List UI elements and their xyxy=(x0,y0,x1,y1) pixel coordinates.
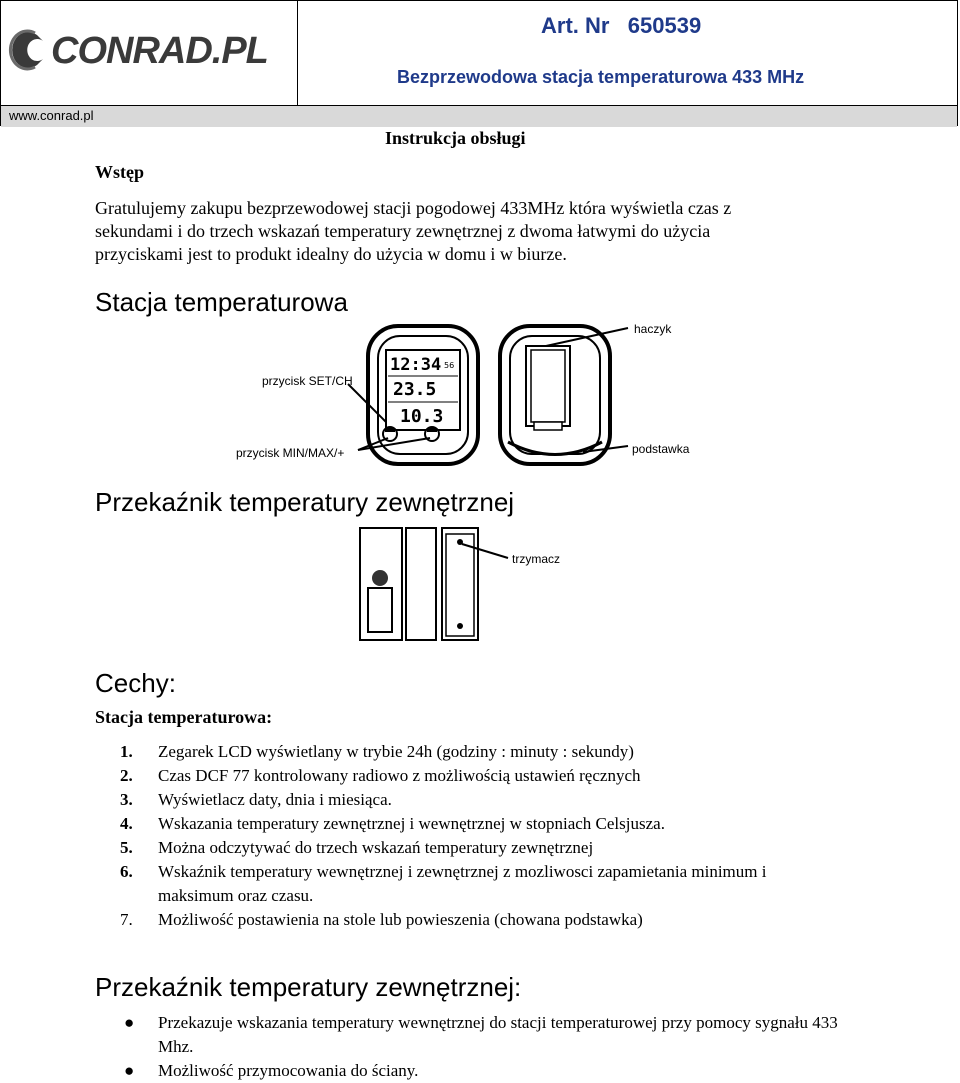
conrad-logo xyxy=(1,1,297,105)
bullet-icon: ● xyxy=(124,1061,135,1080)
station-heading: Stacja temperaturowa xyxy=(95,287,348,317)
list-item: 5. Można odczytywać do trzech wskazań temperatury zewnętrznej xyxy=(120,838,594,857)
transmitter-illustration xyxy=(358,526,578,644)
transmitter-features-heading: Przekaźnik temperatury zewnętrznej: xyxy=(95,972,522,1002)
url-row xyxy=(1,105,957,127)
intro-line: sekundami i do trzech wskazań temperatury zewnętrznej z dwoma łatwymi do użycia xyxy=(95,221,711,241)
list-item: 1. Zegarek LCD wyświetlany w trybie 24h (godziny : minuty : sekundy) xyxy=(120,742,634,761)
intro-heading: Wstęp xyxy=(95,162,144,182)
features-heading: Cechy: xyxy=(95,668,176,698)
svg-text:23.5: 23.5 xyxy=(393,379,437,400)
hook-label: haczyk xyxy=(634,322,672,336)
document-header xyxy=(0,0,958,126)
list-item: ● Możliwość przymocowania do ściany. xyxy=(120,1059,840,1083)
list-item: 3. Wyświetlacz daty, dnia i miesiąca. xyxy=(120,790,392,809)
list-item: 7. Możliwość postawienia na stole lub powieszenia (chowana podstawka) xyxy=(120,910,643,929)
title-cell xyxy=(297,1,957,105)
transmitter-heading: Przekaźnik temperatury zewnętrznej xyxy=(95,487,515,517)
intro-line: przyciskami jest to produkt idealny do użycia w domu i w biurze. xyxy=(95,244,567,264)
manual-title: Instrukcja obsługi xyxy=(385,128,526,148)
svg-text:12:34: 12:34 xyxy=(390,355,442,375)
features-list xyxy=(120,740,840,932)
features-subheading: Stacja temperaturowa: xyxy=(95,707,273,727)
list-item: 4. Wskazania temperatury zewnętrznej i wewnętrznej w stopniach Celsjusza. xyxy=(120,814,665,833)
intro-paragraph xyxy=(95,197,845,266)
logo-cell xyxy=(1,1,298,105)
list-item: ● Przekazuje wskazania temperatury wewnętrznej do stacji temperaturowej przy pomocy sygnału 433 Mhz. xyxy=(124,1013,838,1056)
website-url[interactable]: www.conrad.pl xyxy=(9,108,94,123)
minmax-button-label: przycisk MIN/MAX/+ xyxy=(236,446,345,460)
list-item: 2. Czas DCF 77 kontrolowany radiowo z możliwością ustawień ręcznych xyxy=(120,766,641,785)
transmitter-features-list xyxy=(120,1011,840,1083)
stand-label: podstawka xyxy=(632,442,690,456)
bullet-icon: ● xyxy=(124,1013,135,1032)
svg-text:CONRAD.PL: CONRAD.PL xyxy=(51,30,268,72)
station-figure xyxy=(228,322,708,468)
svg-text:56: 56 xyxy=(444,361,455,370)
svg-text:10.3: 10.3 xyxy=(400,406,444,427)
intro-line: Gratulujemy zakupu bezprzewodowej stacji pogodowej 433MHz która wyświetla czas z xyxy=(95,198,732,218)
transmitter-figure xyxy=(358,526,578,644)
list-item: 6. Wskaźnik temperatury wewnętrznej i zewnętrznej z mozliwosci zapamietania minimum i maksimum oraz czasu. xyxy=(120,862,767,905)
product-name: Bezprzewodowa stacja temperaturowa 433 MHz xyxy=(397,67,805,87)
holder-label: trzymacz xyxy=(512,552,560,566)
article-number: Art. Nr 650539 xyxy=(541,13,702,38)
set-button-label: przycisk SET/CH xyxy=(262,374,353,388)
